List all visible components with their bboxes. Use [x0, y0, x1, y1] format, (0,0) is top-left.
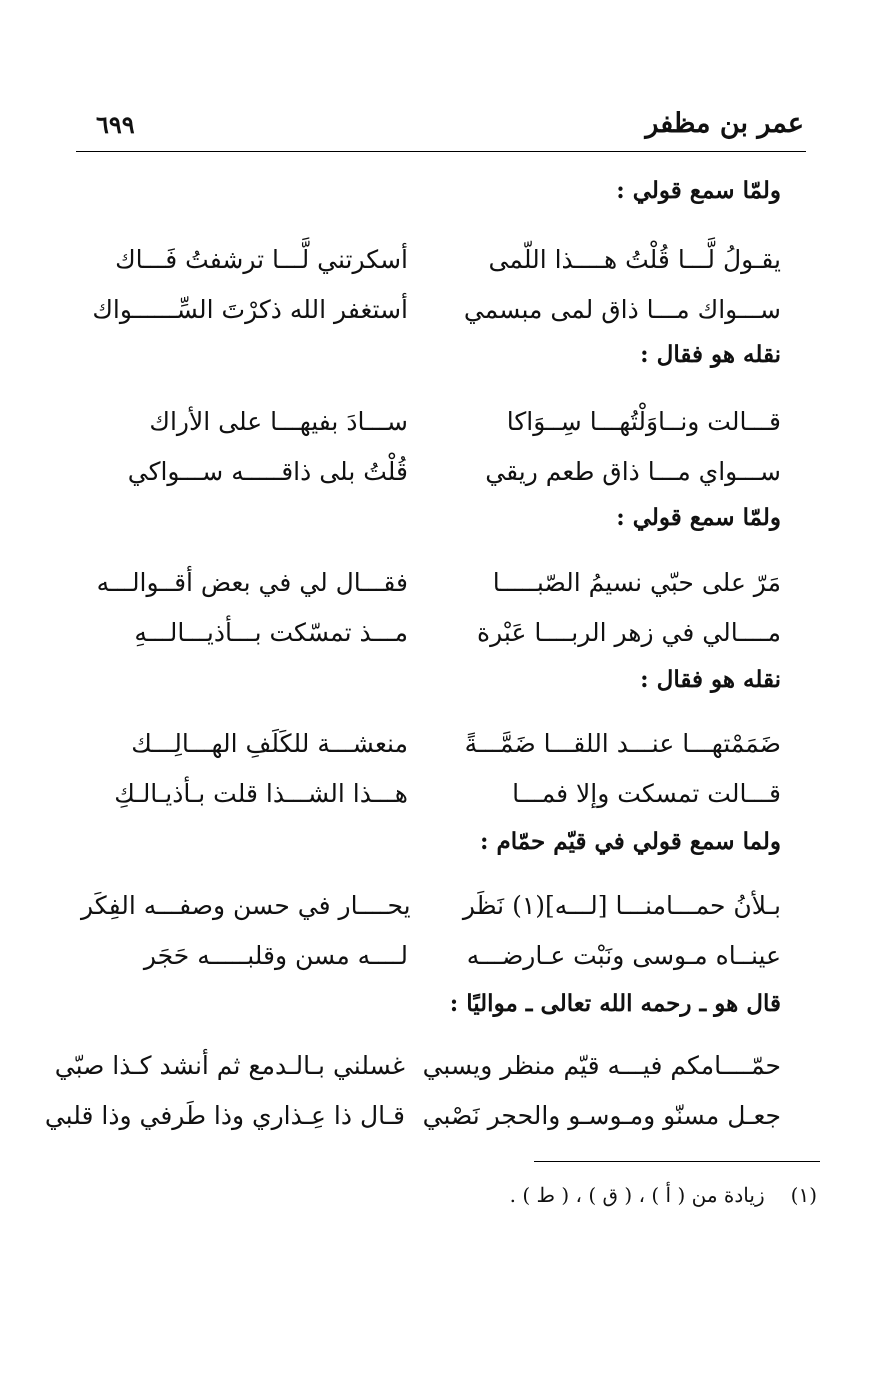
- verse-line: [81, 446, 781, 496]
- section-intro-3: ولمّا سمع قولي :: [616, 504, 781, 531]
- header-rule: [76, 151, 806, 152]
- poem-section-1: [81, 234, 781, 334]
- verse-first-hemistich: ســـواك مـــا ذاق لمى مبسمي: [463, 294, 781, 324]
- verse-first-hemistich: بـلأنُ حمـــامنـــا [لـــه](١) نَظَر: [462, 890, 781, 920]
- verse-first-hemistich: يقـولُ لَّـــا قُلْتُ هــــذا اللّمى: [488, 244, 781, 274]
- section-intro-4: نقله هو فقال :: [640, 666, 781, 693]
- verse-second-hemistich: مـــذ تمسّكت بـــأذيـــالـــهِ: [134, 617, 408, 647]
- verse-second-hemistich: لــــه مسن وقلبـــــه حَجَر: [143, 940, 408, 970]
- verse-line: [81, 557, 781, 607]
- verse-second-hemistich: أسكرتني لَّـــا ترشفتُ فَـــاك: [115, 244, 408, 274]
- page-header: [78, 108, 804, 148]
- verse-first-hemistich: جعـل مسنّو ومـوسـو والحجر نَصْبي: [422, 1100, 781, 1130]
- verse-first-hemistich: عينــاه مـوسى ونَبْت عـارضـــه: [466, 940, 781, 970]
- verse-second-hemistich: فقـــال لي في بعض أقــوالـــه: [96, 567, 408, 597]
- verse-second-hemistich: يحــــار في حسن وصفـــه الفِكَر: [81, 890, 411, 920]
- footnote-text: زيادة من ( أ ) ، ( ق ) ، ( ط ) .: [509, 1183, 765, 1207]
- footnote-mark: (١): [790, 1183, 817, 1207]
- section-intro-6: قال هو ـ رحمه الله تعالى ـ مواليًا :: [449, 990, 781, 1017]
- verse-first-hemistich: مَرّ على حبّي نسيمُ الصّبـــــا: [492, 567, 781, 597]
- verse-first-hemistich: مــــالي في زهر الربــــا عَبْرة: [477, 617, 781, 647]
- section-intro-2: نقله هو فقال :: [640, 341, 781, 368]
- verse-second-hemistich: غسلني بـالـدمع ثم أنشد كـذا صبّي: [54, 1050, 405, 1080]
- verse-line: [81, 718, 781, 768]
- verse-line: [81, 607, 781, 657]
- verse-line: [81, 768, 781, 818]
- verse-line: [81, 930, 781, 980]
- verse-line: [81, 234, 781, 284]
- verse-line: [54, 1040, 781, 1090]
- poem-section-6: [44, 1040, 781, 1140]
- section-intro-5: ولما سمع قولي في قيّم حمّام :: [480, 828, 781, 855]
- footnote-rule: [534, 1161, 820, 1162]
- verse-first-hemistich: ضَمَمْتهـــا عنـــد اللقـــا ضَمَّـــةً: [464, 728, 781, 758]
- verse-line: [81, 880, 781, 930]
- verse-second-hemistich: أستغفر الله ذكرْتَ السِّــــــواك: [92, 294, 408, 324]
- poem-section-4: [81, 718, 781, 818]
- section-intro-1: ولمّا سمع قولي :: [616, 177, 781, 204]
- footnote: [510, 1183, 817, 1207]
- verse-first-hemistich: قـــالت تمسكت وإلا فمـــا: [512, 778, 781, 808]
- poem-section-3: [81, 557, 781, 657]
- verse-second-hemistich: منعشـــة للكَلَفِ الهـــالِـــك: [131, 728, 408, 758]
- verse-second-hemistich: ســـادَ بفيهـــا على الأراك: [149, 406, 408, 436]
- verse-line: [44, 1090, 781, 1140]
- verse-second-hemistich: قُلْتُ بلى ذاقـــــه ســـواكي: [127, 456, 408, 486]
- verse-line: [81, 284, 781, 334]
- poem-section-2: [81, 396, 781, 496]
- verse-line: [81, 396, 781, 446]
- verse-first-hemistich: قـــالت ونــاوَلْتُهـــا سِــوَاكا: [506, 406, 781, 436]
- verse-second-hemistich: قـال ذا عِـذاري وذا طَرفي وذا قلبي: [44, 1100, 405, 1130]
- running-title: عمر بن مظفر: [645, 108, 804, 139]
- verse-first-hemistich: حمّــــامكم فيـــه قيّم منظر ويسبي: [422, 1050, 781, 1080]
- verse-first-hemistich: ســـواي مـــا ذاق طعم ريقي: [485, 456, 781, 486]
- page-number: ٦٩٩: [96, 110, 135, 139]
- poem-section-5: [81, 880, 781, 980]
- verse-second-hemistich: هـــذا الشـــذا قلت بـأذيـالـكِ: [114, 778, 408, 808]
